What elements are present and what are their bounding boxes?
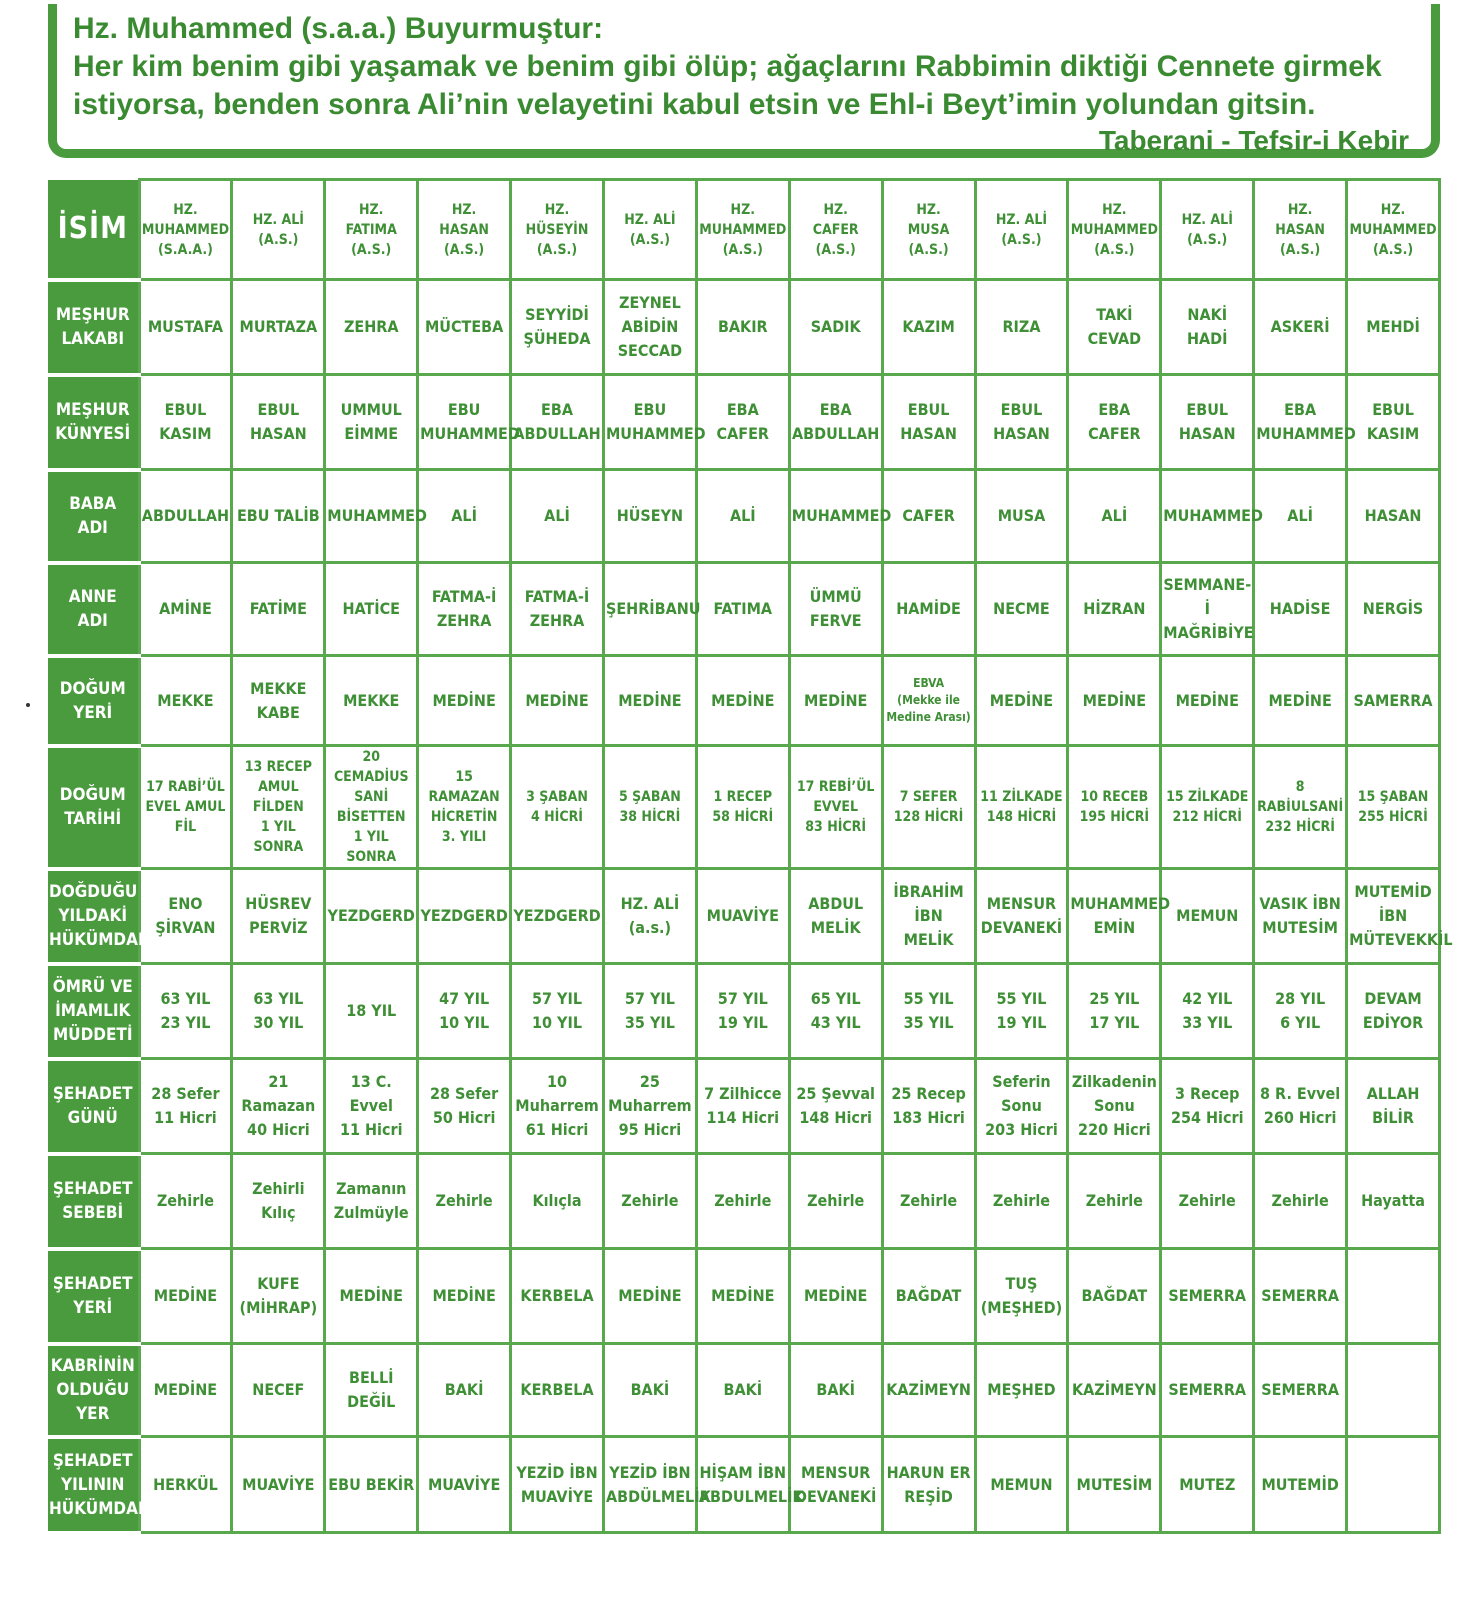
- table-cell: KAZİMEYN: [882, 1344, 975, 1437]
- table-cell: ALİ: [511, 470, 604, 563]
- hadith-line-1: Her kim benim gibi yaşamak ve benim gibi ölüp; ağaçlarını Rabbimin diktiği Cennete girmek: [73, 50, 1382, 83]
- table-cell: 1 RECEP 58 HİCRİ: [696, 746, 789, 869]
- table-cell: MEKKE KABE: [232, 656, 325, 746]
- table-cell: [1347, 1437, 1440, 1533]
- table-cell: NERGİS: [1347, 563, 1440, 656]
- table-cell: ŞEHRİBANU: [603, 563, 696, 656]
- table-cell: BAĞDAT: [882, 1249, 975, 1344]
- hadith-line-2: istiyorsa, benden sonra Ali’nin velayetini kabul etsin ve Ehl-i Beyt’imin yolundan gitsin.: [73, 88, 1316, 121]
- table-cell: MUSA: [975, 470, 1068, 563]
- table-cell: 18 YIL: [325, 964, 418, 1059]
- imam-name-cell: HZ. ALİ (A.S.): [1161, 180, 1254, 280]
- table-cell: YEZDGERD: [418, 869, 511, 964]
- table-cell: ALLAH BİLİR: [1347, 1059, 1440, 1154]
- table-cell: MEMUN: [1161, 869, 1254, 964]
- table-cell: 25 Şevval 148 Hicri: [789, 1059, 882, 1154]
- table-cell: VASIK İBN MUTESİM: [1254, 869, 1347, 964]
- table-cell: MÜCTEBA: [418, 280, 511, 375]
- imam-name-cell: HZ. FATIMA (A.S.): [325, 180, 418, 280]
- table-cell: MENSUR DEVANEKİ: [789, 1437, 882, 1533]
- table-cell: HASAN: [1347, 470, 1440, 563]
- table-cell: MUHAMMED: [789, 470, 882, 563]
- table-cell: SEMERRA: [1161, 1249, 1254, 1344]
- imam-name-cell: HZ. MUHAMMED (A.S.): [1068, 180, 1161, 280]
- table-cell: MURTAZA: [232, 280, 325, 375]
- table-cell: MEDİNE: [603, 1249, 696, 1344]
- table-cell: 63 YIL 30 YIL: [232, 964, 325, 1059]
- table-cell: [1347, 1249, 1440, 1344]
- table-cell: MEDİNE: [1161, 656, 1254, 746]
- table-cell: ZEHRA: [325, 280, 418, 375]
- table-cell: SEMERRA: [1254, 1344, 1347, 1437]
- table-cell: FATIMA: [696, 563, 789, 656]
- table-cell: MEDİNE: [418, 1249, 511, 1344]
- table-cell: KERBELA: [511, 1249, 604, 1344]
- table-cell: EBVA (Mekke ile Medine Arası): [882, 656, 975, 746]
- table-cell: TAKİ CEVAD: [1068, 280, 1161, 375]
- table-cell: NAKİ HADİ: [1161, 280, 1254, 375]
- table-cell: EBA CAFER: [1068, 375, 1161, 470]
- table-cell: 10 RECEB 195 HİCRİ: [1068, 746, 1161, 869]
- row-label: MEŞHUR LAKABI: [48, 280, 139, 375]
- table-cell: 15 RAMAZAN HİCRETİN 3. YILI: [418, 746, 511, 869]
- table-cell: Zilkadenin Sonu 220 Hicri: [1068, 1059, 1161, 1154]
- row-label: ŞEHADET YILININ HÜKÜMDARI: [48, 1437, 139, 1533]
- table-cell: EBUL HASAN: [975, 375, 1068, 470]
- table-cell: HİŞAM İBN ABDULMELİK: [696, 1437, 789, 1533]
- table-cell: 25 YIL 17 YIL: [1068, 964, 1161, 1059]
- row-label: DOĞUM YERİ: [48, 656, 139, 746]
- table-cell: ASKERİ: [1254, 280, 1347, 375]
- table-cell: Zehirle: [139, 1154, 232, 1249]
- table-cell: Zehirle: [1161, 1154, 1254, 1249]
- table-cell: 13 RECEP AMUL FİLDEN 1 YIL SONRA: [232, 746, 325, 869]
- table-cell: 17 REBİ’ÜL EVVEL 83 HİCRİ: [789, 746, 882, 869]
- table-cell: Zamanın Zulmüyle: [325, 1154, 418, 1249]
- table-cell: MUHAMMED: [325, 470, 418, 563]
- table-cell: 57 YIL 19 YIL: [696, 964, 789, 1059]
- table-cell: 3 Recep 254 Hicri: [1161, 1059, 1254, 1154]
- table-cell: BAKİ: [696, 1344, 789, 1437]
- table-cell: MEDİNE: [1254, 656, 1347, 746]
- table-cell: EBUL HASAN: [1161, 375, 1254, 470]
- table-cell: KAZİMEYN: [1068, 1344, 1161, 1437]
- row-label: ŞEHADET YERİ: [48, 1249, 139, 1344]
- table-cell: 11 ZİLKADE 148 HİCRİ: [975, 746, 1068, 869]
- table-cell: EBUL HASAN: [882, 375, 975, 470]
- row-label: ANNE ADI: [48, 563, 139, 656]
- table-cell: MUAVİYE: [232, 1437, 325, 1533]
- table-cell: NECME: [975, 563, 1068, 656]
- table-row: [48, 1059, 1440, 1154]
- table-cell: HARUN ER REŞİD: [882, 1437, 975, 1533]
- table-cell: 3 ŞABAN 4 HİCRİ: [511, 746, 604, 869]
- table-cell: BELLİ DEĞİL: [325, 1344, 418, 1437]
- table-cell: ENO ŞİRVAN: [139, 869, 232, 964]
- hadith-box: [48, 4, 1440, 158]
- table-cell: MEDİNE: [975, 656, 1068, 746]
- table-cell: EBU BEKİR: [325, 1437, 418, 1533]
- table-cell: NECEF: [232, 1344, 325, 1437]
- table-cell: KERBELA: [511, 1344, 604, 1437]
- table-cell: 10 Muharrem 61 Hicri: [511, 1059, 604, 1154]
- table-row: [48, 470, 1440, 563]
- table-cell: HERKÜL: [139, 1437, 232, 1533]
- table-cell: ALİ: [418, 470, 511, 563]
- table-cell: 55 YIL 35 YIL: [882, 964, 975, 1059]
- table-cell: Zehirle: [1068, 1154, 1161, 1249]
- row-label: DOĞDUĞU YILDAKİ HÜKÜMDAR: [48, 869, 139, 964]
- table-cell: YEZİD İBN ABDÜLMELİK: [603, 1437, 696, 1533]
- table-cell: MUTEMİD İBN MÜTEVEKKİL: [1347, 869, 1440, 964]
- table-cell: 25 Muharrem 95 Hicri: [603, 1059, 696, 1154]
- table-cell: MEDİNE: [1068, 656, 1161, 746]
- table-cell: HÜSEYN: [603, 470, 696, 563]
- table-cell: 25 Recep 183 Hicri: [882, 1059, 975, 1154]
- table-cell: Hayatta: [1347, 1154, 1440, 1249]
- table-cell: MUAVİYE: [418, 1437, 511, 1533]
- table-cell: MEDİNE: [603, 656, 696, 746]
- table-cell: HÜSREV PERVİZ: [232, 869, 325, 964]
- table-cell: Zehirle: [789, 1154, 882, 1249]
- table-cell: 17 RABİ’ÜL EVEL AMUL FİL: [139, 746, 232, 869]
- row-label: ŞEHADET GÜNÜ: [48, 1059, 139, 1154]
- table-cell: EBA ABDULLAH: [511, 375, 604, 470]
- table-cell: 57 YIL 35 YIL: [603, 964, 696, 1059]
- table-cell: İBRAHİM İBN MELİK: [882, 869, 975, 964]
- table-cell: MEDİNE: [418, 656, 511, 746]
- row-label: MEŞHUR KÜNYESİ: [48, 375, 139, 470]
- table-cell: EBUL KASIM: [1347, 375, 1440, 470]
- table-cell: Seferin Sonu 203 Hicri: [975, 1059, 1068, 1154]
- row-label: DOĞUM TARİHİ: [48, 746, 139, 869]
- table-cell: 55 YIL 19 YIL: [975, 964, 1068, 1059]
- table-cell: MEDİNE: [139, 1249, 232, 1344]
- imam-name-cell: HZ. HASAN (A.S.): [418, 180, 511, 280]
- stray-dot: [26, 703, 30, 707]
- table-cell: MEDİNE: [139, 1344, 232, 1437]
- table-cell: MEDİNE: [789, 1249, 882, 1344]
- table-cell: BAKİ: [603, 1344, 696, 1437]
- table-cell: MUHAMMED EMİN: [1068, 869, 1161, 964]
- imam-name-cell: HZ. CAFER (A.S.): [789, 180, 882, 280]
- table-row: [48, 1344, 1440, 1437]
- table-cell: 47 YIL 10 YIL: [418, 964, 511, 1059]
- table-cell: 7 Zilhicce 114 Hicri: [696, 1059, 789, 1154]
- table-row: [48, 375, 1440, 470]
- table-cell: Zehirle: [882, 1154, 975, 1249]
- table-cell: 63 YIL 23 YIL: [139, 964, 232, 1059]
- table-cell: 28 Sefer 11 Hicri: [139, 1059, 232, 1154]
- table-row: [48, 280, 1440, 375]
- table-row: [48, 746, 1440, 869]
- table-cell: EBUL HASAN: [232, 375, 325, 470]
- table-cell: MENSUR DEVANEKİ: [975, 869, 1068, 964]
- table-cell: MUSTAFA: [139, 280, 232, 375]
- table-cell: Kılıçla: [511, 1154, 604, 1249]
- table-cell: MEKKE: [325, 656, 418, 746]
- table-cell: SEYYİDİ ŞÜHEDA: [511, 280, 604, 375]
- hadith-source: Taberani - Tefsir-i Kebir: [1098, 125, 1409, 156]
- table-cell: 8 R. Evvel 260 Hicri: [1254, 1059, 1347, 1154]
- table-cell: Zehirli Kılıç: [232, 1154, 325, 1249]
- imam-name-cell: HZ. ALİ (A.S.): [603, 180, 696, 280]
- table-cell: SEMERRA: [1161, 1344, 1254, 1437]
- table-cell: 20 CEMADİUS SANİ BİSETTEN 1 YIL SONRA: [325, 746, 418, 869]
- row-label: ÖMRÜ VE İMAMLIK MÜDDETİ: [48, 964, 139, 1059]
- table-cell: HADİSE: [1254, 563, 1347, 656]
- table-cell: 7 SEFER 128 HİCRİ: [882, 746, 975, 869]
- table-row: [48, 563, 1440, 656]
- table-cell: 28 YIL 6 YIL: [1254, 964, 1347, 1059]
- table-cell: EBUL KASIM: [139, 375, 232, 470]
- imam-name-cell: HZ. MUSA (A.S.): [882, 180, 975, 280]
- imam-name-cell: HZ. MUHAMMED (A.S.): [1347, 180, 1440, 280]
- table-cell: 8 RABİULSANİ 232 HİCRİ: [1254, 746, 1347, 869]
- table-cell: 15 ZİLKADE 212 HİCRİ: [1161, 746, 1254, 869]
- table-cell: 21 Ramazan 40 Hicri: [232, 1059, 325, 1154]
- table-cell: MEDİNE: [696, 1249, 789, 1344]
- table-cell: MEKKE: [139, 656, 232, 746]
- header-row: [48, 180, 1440, 280]
- table-row: [48, 1249, 1440, 1344]
- table-cell: EBA CAFER: [696, 375, 789, 470]
- table-cell: 15 ŞABAN 255 HİCRİ: [1347, 746, 1440, 869]
- table-cell: YEZDGERD: [325, 869, 418, 964]
- table-cell: FATİME: [232, 563, 325, 656]
- table-cell: ALİ: [1254, 470, 1347, 563]
- table-cell: HAMİDE: [882, 563, 975, 656]
- imam-name-cell: HZ. HÜSEYİN (A.S.): [511, 180, 604, 280]
- table-cell: 28 Sefer 50 Hicri: [418, 1059, 511, 1154]
- table-cell: MEMUN: [975, 1437, 1068, 1533]
- table-cell: [1347, 1344, 1440, 1437]
- row-label: ŞEHADET SEBEBİ: [48, 1154, 139, 1249]
- table-cell: EBA ABDULLAH: [789, 375, 882, 470]
- table-cell: MEDİNE: [696, 656, 789, 746]
- table-cell: TUŞ (MEŞHED): [975, 1249, 1068, 1344]
- table-cell: 13 C. Evvel 11 Hicri: [325, 1059, 418, 1154]
- table-cell: CAFER: [882, 470, 975, 563]
- imams-table: [48, 178, 1453, 1535]
- table-cell: 57 YIL 10 YIL: [511, 964, 604, 1059]
- table-cell: MEŞHED: [975, 1344, 1068, 1437]
- table-cell: Zehirle: [1254, 1154, 1347, 1249]
- table-cell: RIZA: [975, 280, 1068, 375]
- table-cell: BAKİ: [789, 1344, 882, 1437]
- table-cell: YEZDGERD: [511, 869, 604, 964]
- table-row: [48, 1437, 1440, 1533]
- table-cell: 5 ŞABAN 38 HİCRİ: [603, 746, 696, 869]
- row-label: KABRİNİN OLDUĞU YER: [48, 1344, 139, 1437]
- table-cell: DEVAM EDİYOR: [1347, 964, 1440, 1059]
- table-cell: Zehirle: [696, 1154, 789, 1249]
- table-cell: HİZRAN: [1068, 563, 1161, 656]
- table-cell: ALİ: [696, 470, 789, 563]
- table-cell: SADIK: [789, 280, 882, 375]
- row-label: BABA ADI: [48, 470, 139, 563]
- table-cell: MEHDİ: [1347, 280, 1440, 375]
- table-cell: BAĞDAT: [1068, 1249, 1161, 1344]
- table-cell: 42 YIL 33 YIL: [1161, 964, 1254, 1059]
- table-cell: EBA MUHAMMED: [1254, 375, 1347, 470]
- table-cell: FATMA-İ ZEHRA: [511, 563, 604, 656]
- table-cell: BAKİ: [418, 1344, 511, 1437]
- table-cell: ABDULLAH: [139, 470, 232, 563]
- row-label: İSİM: [48, 180, 139, 280]
- imam-name-cell: HZ. ALİ (A.S.): [232, 180, 325, 280]
- table-cell: 65 YIL 43 YIL: [789, 964, 882, 1059]
- table-cell: AMİNE: [139, 563, 232, 656]
- table-cell: HATİCE: [325, 563, 418, 656]
- table-row: [48, 869, 1440, 964]
- table-cell: Zehirle: [418, 1154, 511, 1249]
- table-row: [48, 656, 1440, 746]
- table-cell: EBU TALİB: [232, 470, 325, 563]
- table-cell: ABDUL MELİK: [789, 869, 882, 964]
- table-cell: UMMUL EİMME: [325, 375, 418, 470]
- table-cell: SEMERRA: [1254, 1249, 1347, 1344]
- table-cell: ÜMMÜ FERVE: [789, 563, 882, 656]
- table-cell: MEDİNE: [325, 1249, 418, 1344]
- table-cell: KUFE (MİHRAP): [232, 1249, 325, 1344]
- imam-name-cell: HZ. HASAN (A.S.): [1254, 180, 1347, 280]
- table-cell: MUTESİM: [1068, 1437, 1161, 1533]
- table-row: [48, 1154, 1440, 1249]
- imam-name-cell: HZ. MUHAMMED (S.A.A.): [139, 180, 232, 280]
- imam-name-cell: HZ. MUHAMMED (A.S.): [696, 180, 789, 280]
- table-cell: MUTEMİD: [1254, 1437, 1347, 1533]
- table-cell: SAMERRA: [1347, 656, 1440, 746]
- table-cell: HZ. ALİ (a.s.): [603, 869, 696, 964]
- table-cell: ALİ: [1068, 470, 1161, 563]
- table-cell: EBU MUHAMMED: [603, 375, 696, 470]
- table-row: [48, 964, 1440, 1059]
- hadith-heading: Hz. Muhammed (s.a.a.) Buyurmuştur:: [73, 12, 604, 45]
- table-cell: MUTEZ: [1161, 1437, 1254, 1533]
- table-cell: ZEYNEL ABİDİN SECCAD: [603, 280, 696, 375]
- table-cell: Zehirle: [975, 1154, 1068, 1249]
- table-cell: YEZİD İBN MUAVİYE: [511, 1437, 604, 1533]
- imam-name-cell: HZ. ALİ (A.S.): [975, 180, 1068, 280]
- table-cell: KAZIM: [882, 280, 975, 375]
- table-cell: MUHAMMED: [1161, 470, 1254, 563]
- table-cell: MEDİNE: [511, 656, 604, 746]
- table-cell: MUAVİYE: [696, 869, 789, 964]
- table-cell: EBU MUHAMMED: [418, 375, 511, 470]
- table-cell: SEMMANE-İ MAĞRİBİYE: [1161, 563, 1254, 656]
- table-cell: MEDİNE: [789, 656, 882, 746]
- table-cell: FATMA-İ ZEHRA: [418, 563, 511, 656]
- table-cell: Zehirle: [603, 1154, 696, 1249]
- table-cell: BAKIR: [696, 280, 789, 375]
